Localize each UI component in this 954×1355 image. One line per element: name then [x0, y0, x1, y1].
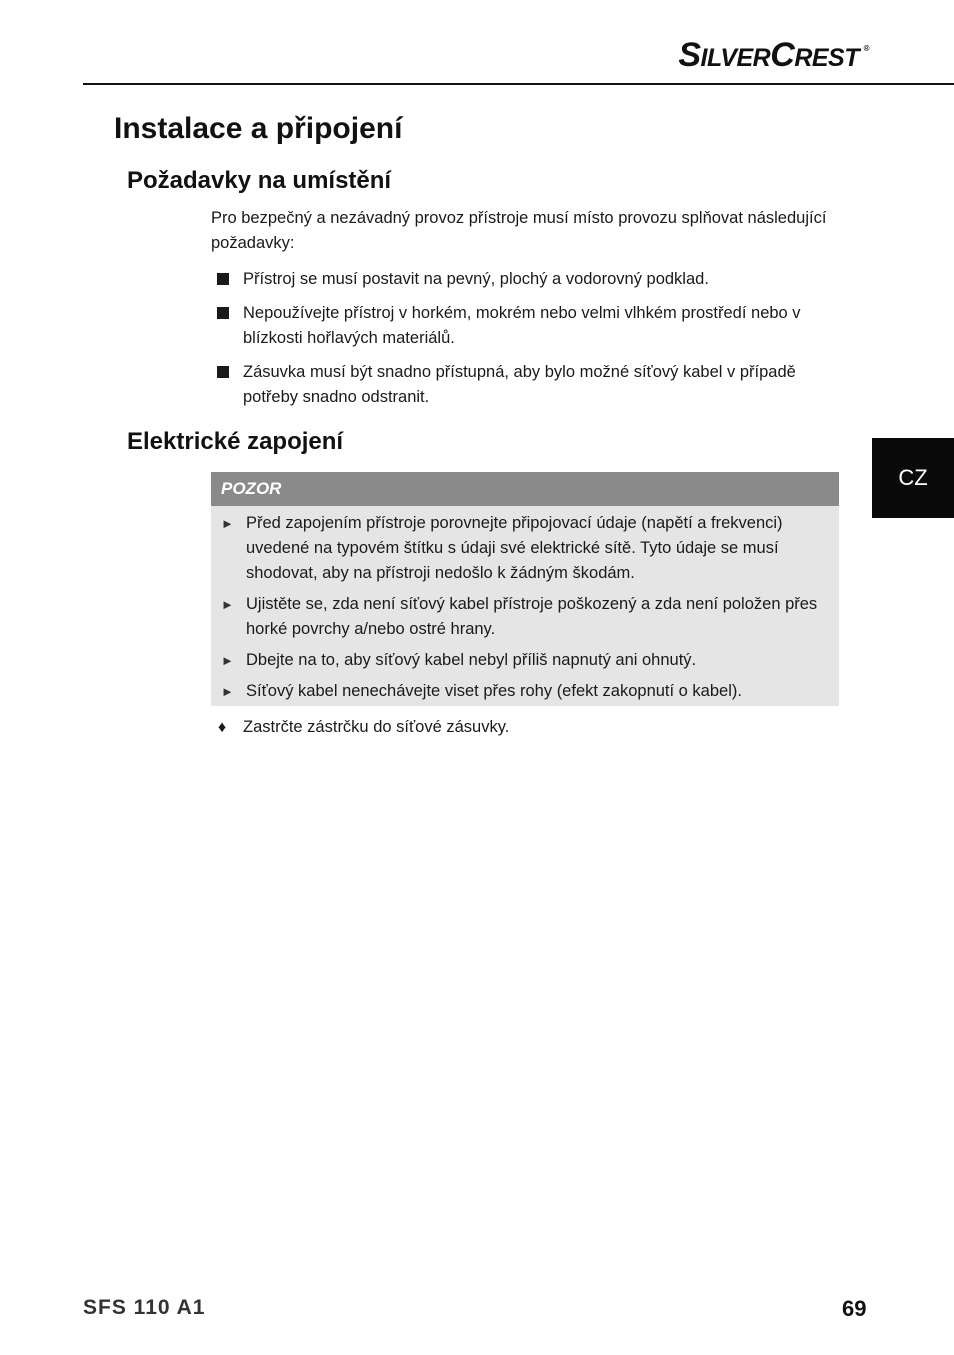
caution-box [211, 472, 839, 706]
list-item: Přístroj se musí postavit na pevný, plochý a vodorovný podklad. [211, 267, 836, 292]
square-bullet-icon [217, 273, 229, 285]
caution-list [211, 506, 839, 704]
list-item: Nepoužívejte přístroj v horkém, mokrém nebo velmi vlhkém prostředí nebo v blízkosti hořlavých materiálů. [211, 301, 836, 351]
triangle-bullet-icon: ► [221, 653, 234, 668]
placement-intro: Pro bezpečný a nezávadný provoz přístroje musí místo provozu splňovat následující požadavky: [211, 209, 827, 252]
list-item: ► Před zapojením přístroje porovnejte připojovací údaje (napětí a frekvenci) uvedené na typovém štítku s údaji své elektrické sítě. Tyto údaje se musí shodovat, aby na přístroji nedošlo k žádným škodám. [211, 511, 839, 586]
list-item: ► Ujistěte se, zda není síťový kabel přístroje poškozený a zda není položen přes horké povrchy a/nebo ostré hrany. [211, 592, 839, 642]
language-tab: CZ [872, 438, 954, 518]
placement-heading: Požadavky na umístění [127, 167, 392, 194]
placement-list [211, 267, 836, 419]
action-step: ♦ Zastrčte zástrčku do síťové zásuvky. [211, 715, 509, 740]
electrical-heading: Elektrické zapojení [127, 428, 344, 455]
registered-mark: ® [863, 44, 869, 53]
caution-label: POZOR [211, 472, 839, 506]
square-bullet-icon [217, 307, 229, 319]
diamond-bullet-icon: ♦ [218, 719, 227, 736]
silvercrest-logo: SILVERCREST ® [678, 36, 869, 74]
list-item: Zásuvka musí být snadno přístupná, aby bylo možné síťový kabel v případě potřeby snadno odstranit. [211, 360, 836, 410]
list-item: ► Dbejte na to, aby síťový kabel nebyl příliš napnutý ani ohnutý. [211, 648, 839, 673]
square-bullet-icon [217, 366, 229, 378]
model-number: SFS 110 A1 [83, 1296, 206, 1319]
triangle-bullet-icon: ► [221, 516, 234, 531]
page-title: Instalace a připojení [114, 112, 403, 145]
triangle-bullet-icon: ► [221, 684, 234, 699]
list-item: ► Síťový kabel nenechávejte viset přes rohy (efekt zakopnutí o kabel). [211, 679, 839, 704]
triangle-bullet-icon: ► [221, 597, 234, 612]
header-rule [83, 83, 954, 85]
page-number: 69 [842, 1296, 867, 1321]
